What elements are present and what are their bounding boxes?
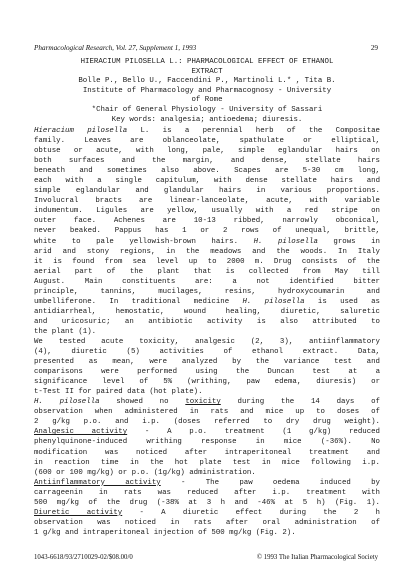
body-line: modification was noticed after intraperitoneal treatment and [34, 448, 380, 457]
species-name: H. pilosella [242, 297, 305, 306]
body-line: white to pale yellowish-brown hairs. H. pilosella grows in [34, 237, 380, 246]
body-line: significance level of 5% (writhing, paw edema, diuresis) or [34, 378, 380, 387]
journal-citation: Pharmacological Research, Vol. 27, Supplement 1, 1993 [34, 44, 197, 52]
body-line: simple eglandular and glandular hairs in various proportions. [34, 187, 380, 196]
body-line: Hieracium pilosella L. is a perennial herb of the Compositae [34, 127, 380, 135]
body-line: principle, tannins, mucilages, resins, hydroxycoumarin and [34, 287, 380, 296]
toxicity-term: toxicity [185, 398, 221, 407]
article-code: 1043-6618/93/2710029-02/$08.00/0 [34, 554, 133, 561]
keywords: Key words: analgesia; antioedema; diuresis. [111, 115, 303, 124]
body-line: antidiarrheal, hemostatic, wound healing, diuretic, saluretic [34, 307, 380, 316]
section-heading-analgesic: Analgesic activity [34, 428, 128, 437]
body-line: presented as mean, were analyzed by the variance test and [34, 358, 380, 367]
article-body [34, 126, 380, 538]
body-line: Diuretic activity - A diuretic effect during the 2 h [34, 508, 380, 517]
affiliation-line-2: of Rome [191, 96, 223, 105]
running-header [34, 44, 378, 56]
title-block [34, 58, 380, 125]
body-line: t-Test II for paired data (hot plate). [34, 388, 203, 397]
body-line: obtuse or acute, with long, pale, simple eglandular hairs on [34, 147, 380, 156]
body-line: H. pilosella showed no toxicity during the 14 days of [34, 398, 380, 407]
species-name: H. pilosella [34, 398, 100, 407]
body-line: family. Leaves are oblanceolate, spathulate or elliptical, [34, 137, 380, 146]
body-line: arid and stony regions, in the meadows and the woods. In Italy [34, 247, 380, 256]
body-line: aerial part of the plant that is collected from May till [34, 267, 380, 276]
body-line: Analgesic activity - A p.o. treatment (1 g/kg) reduced [34, 428, 380, 437]
body-line: 2 g/kg p.o. and i.p. (doses referred to dry drug weight). [34, 418, 380, 427]
page-footer [34, 554, 378, 564]
title-line-2: EXTRACT [191, 67, 223, 76]
title-line-1: HIERACIUM PILOSELLA L.: PHARMACOLOGICAL EFFECT OF ETHANOL [80, 58, 334, 66]
body-line: carrageenin in rats was reduced after i.p. treatment with [34, 488, 380, 497]
body-line: the plant (1). [34, 327, 97, 336]
body-line: Involucral bracts are linear-lanceolate, acute, with variable [34, 197, 380, 206]
section-heading-diuretic: Diuretic activity [34, 508, 123, 517]
body-line: We tested acute toxicity, analgesic (2, 3), antiinflammatory [34, 337, 380, 346]
body-line: indumentum. Ligules are yellow, usually with a red stripe on [34, 207, 380, 216]
copyright-notice: © 1993 The Italian Pharmacological Society [256, 554, 378, 561]
species-name: Hieracium pilosella [34, 127, 128, 135]
body-line: observation was noticed in rats after oral administration of [34, 518, 380, 527]
body-line: Antiinflammatory activity - The paw oedema induced by [34, 478, 380, 487]
body-line: both surfaces and the margin, and dense, stellate hairs [34, 157, 380, 166]
body-line: (600 or 100 mg/kg) or p.o. (1g/kg) administration. [34, 468, 256, 477]
authors: Bolle P., Bello U., Faccendini P., Martinoli L.* , Tita B. [78, 77, 336, 86]
body-line: August. Main constituents are: a not identified bitter [34, 277, 380, 286]
body-line: it is found from sea level up to 2000 m. Drug consists of the [34, 257, 380, 266]
affiliation-line-1: Institute of Pharmacology and Pharmacognosy - University [82, 86, 332, 95]
body-line: (4), diuretic (5) activities of ethanol extract. Data, [34, 348, 380, 357]
body-line: each with a single capitulum, with dense stellate hairs and [34, 177, 380, 186]
page-number: 29 [370, 44, 378, 52]
body-line: beneath and sometimes also above. Scapes are 5-30 cm long, [34, 167, 380, 176]
body-line: 1 g/kg and intraperitoneal injection of 500 mg/kg (Fig. 2). [34, 528, 296, 537]
section-heading-antiinflammatory: Antiinflammatory activity [34, 478, 161, 487]
body-line: and uricosuric; an antibiotic activity is also attributed to [34, 317, 380, 326]
body-line: never beaked. Pappus has 1 or 2 rows of unequal, brittle, [34, 227, 380, 236]
species-name: H. pilosella [253, 237, 318, 246]
body-line: outer face. Achenes are 10-13 ribbed, narrowly obconical, [34, 217, 380, 226]
body-line: 500 mg/kg of the drug (-38% at 3 h and -46% at 5 h) (Fig. 1). [34, 498, 380, 507]
body-line: phenylquinone-induced writhing response in mice (-36%). No [34, 438, 380, 447]
affiliation-line-3: *Chair of General Physiology - University of Sassari [91, 105, 323, 114]
body-line: observation when administered in rats and mice up to doses of [34, 408, 380, 417]
body-line: umbelliferone. In traditional medicine H. pilosella is used as [34, 297, 380, 306]
body-line: comparisons were performed using the Duncan test at a [34, 368, 380, 377]
body-line: in reaction time in the hot plate test in mice following i.p. [34, 458, 380, 467]
